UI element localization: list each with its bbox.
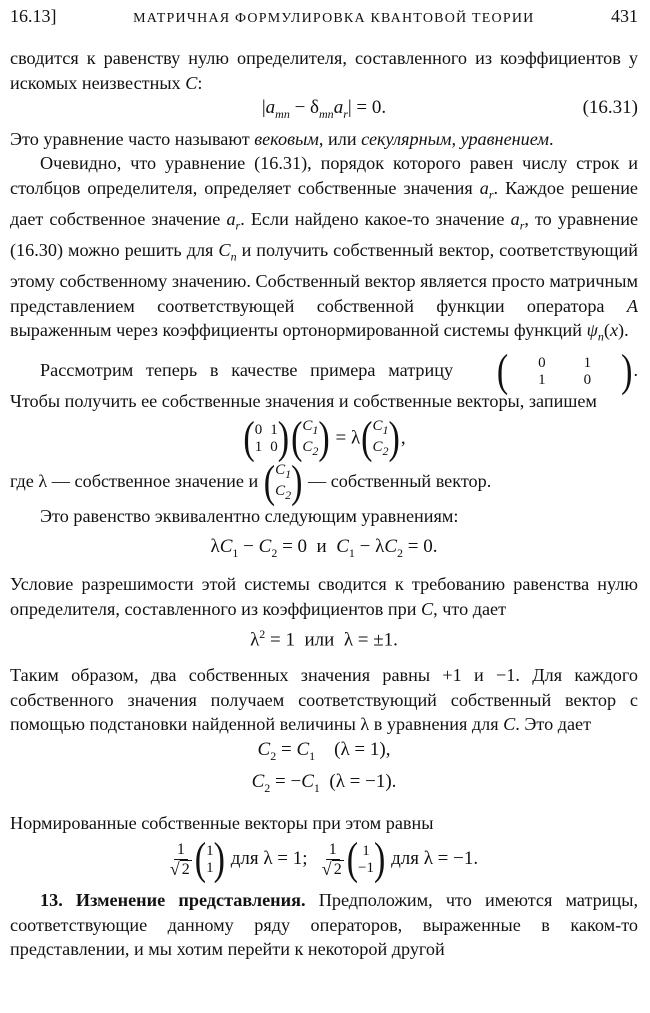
equation-eigen: ( 0 1 1 0 ) ( $C_1$ $C_2$ ) = λ ( $C_1$ $C_2$ ) , <box>243 413 406 464</box>
equation-normalized: 1 √ 2 ( 1 1 ) для λ = 1; 1 √ 2 ( 1 −1 ) для λ = −1. <box>169 833 479 884</box>
section-ref: 16.13] <box>10 6 57 26</box>
paragraph-4: Рассмотрим теперь в качестве примера матрицу ( 0 1 1 0 ) . Чтобы получить ее собственные значения и собственные векторы, запишем <box>10 346 639 412</box>
page <box>10 6 638 962</box>
equation-number: (16.31) <box>582 97 638 118</box>
running-header <box>10 6 638 46</box>
paragraph-3: Очевидно, что уравнение (16.31), порядок которого равен числу строк и столбцов определителя, определяет собственные значения $a_r$. Каждое решение дает собственное значение $a_r$. Если найдено какое-то значение $a_r$, то уравнение (16.30) можно решить для $C_n$ и получить собственный вектор, соответствующий этому собственному значению. Собственный вектор является просто матричным представлением соответствующей собственной функции оператора A выраженным через коэффициенты ортонормированной системы функций $\psi_n(x)$. <box>10 153 639 344</box>
page-number: 431 <box>611 6 638 26</box>
equation-system: $\lambda C_1 - C_2 = 0$ и $C_1 - \lambda C_2 = 0$. <box>210 536 438 561</box>
body-text <box>10 46 638 962</box>
paragraph-1: сводится к равенству нулю определителя, составленного из коэффициентов у искомых неизвестных C: <box>10 48 638 93</box>
paragraph-8: Таким образом, два собственных значения равны +1 и −1. Для каждого собственного значения получаем соответствующий собственный вектор с помощью подстановки найденной величины λ в уравнения для C. Это дает <box>10 665 638 735</box>
matrix-example: ( 0 1 1 0 ) <box>496 346 633 397</box>
paragraph-6: Это равенство эквивалентно следующим уравнениям: <box>40 505 459 526</box>
equation-lambda: $\lambda^2 = 1$ или λ = ±1. <box>250 627 398 651</box>
paragraph-5: где λ — собственное значение и ( $C_1$ $C_2$ ) — собственный вектор. <box>10 457 492 508</box>
paragraph-2: Это уравнение часто называют вековым, или секулярным, уравнением. <box>10 128 554 149</box>
section-13: 13. Изменение представления. Предположим, что имеются матрицы, соответствующие данному ряду операторов, выраженные в каком-то представлении, и мы хотим перейти к некоторой другой <box>10 890 638 960</box>
equation-16-31: $|a_{mn} - \delta_{mn}a_r| = 0$. (16.31) <box>261 97 638 121</box>
paragraph-9: Нормированные собственные векторы при этом равны <box>10 812 434 833</box>
running-title: МАТРИЧНАЯ ФОРМУЛИРОВКА КВАНТОВОЙ ТЕОРИИ <box>133 11 535 26</box>
equation-c2: $C_2 = C_1$ (λ = 1), $C_2 = -C_1$ (λ = −1). <box>251 738 397 795</box>
section-heading: 13. Изменение представления. <box>40 890 306 911</box>
paragraph-7: Условие разрешимости этой системы сводится к требованию равенства нулю определителя, составленного из коэффициентов при C, что дает <box>10 574 638 619</box>
